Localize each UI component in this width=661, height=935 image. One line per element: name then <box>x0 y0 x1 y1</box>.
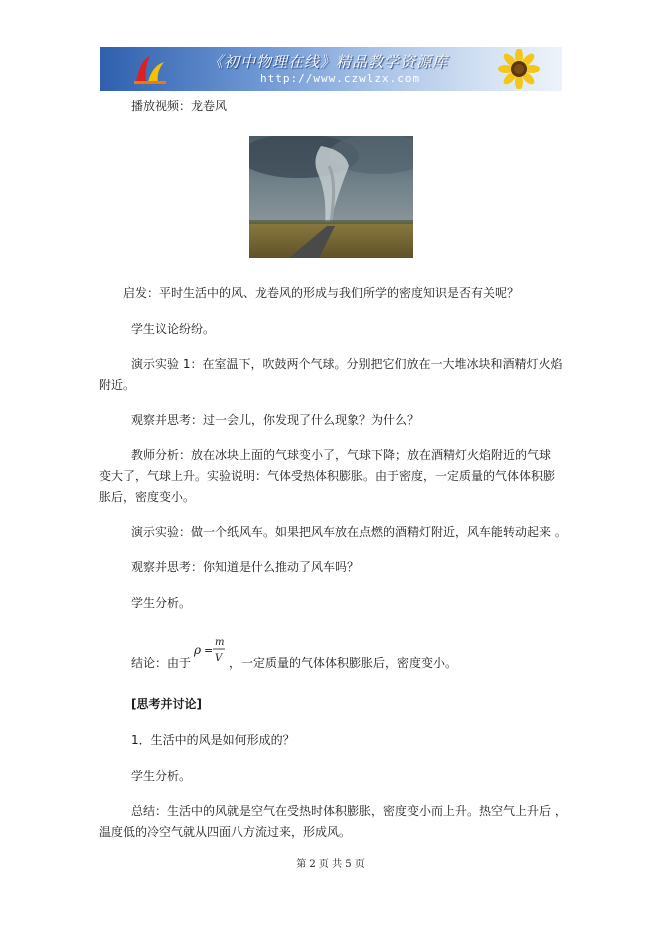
paragraph-exp1-line1: 演示实验 1：在室温下，吹鼓两个气球。分别把它们放在一大堆冰块和酒精灯火焰 <box>131 357 563 371</box>
paragraph-qifa: 启发：平时生活中的风、龙卷风的形成与我们所学的密度知识是否有关呢？ <box>123 286 520 300</box>
paragraph-teacher-line3: 胀后，密度变小。 <box>99 490 196 504</box>
paragraph-summary-line2: 温度低的冷空气就从四面八方流过来，形成风。 <box>99 825 352 839</box>
logo-icon <box>130 52 170 86</box>
sunflower-icon <box>494 49 544 89</box>
header-url: http://www.czwlzx.com <box>260 72 421 85</box>
formula-eq: = <box>204 644 214 657</box>
formula-m: m <box>215 637 225 648</box>
header-banner <box>100 47 562 91</box>
section-title: [思考并讨论] <box>131 697 202 711</box>
tornado-photo <box>249 136 413 258</box>
page-footer: 第 2 页 共 5 页 <box>296 859 365 870</box>
paragraph-observe2: 观察并思考：你知道是什么推动了风车吗？ <box>131 560 360 574</box>
conclusion-suffix: ，一定质量的气体体积膨胀后，密度变小。 <box>229 656 458 670</box>
paragraph-teacher-line1: 教师分析：放在冰块上面的气球变小了，气球下降；放在酒精灯火焰附近的气球 <box>131 448 552 462</box>
header-title: 《初中物理在线》精品教学资源库 <box>208 53 449 71</box>
paragraph-discuss: 学生议论纷纷。 <box>131 322 216 336</box>
question-1: 1．生活中的风是如何形成的？ <box>131 733 295 747</box>
formula-v: V <box>215 653 223 664</box>
formula-rho: ρ <box>194 643 202 657</box>
density-formula <box>192 632 228 668</box>
paragraph-student1: 学生分析。 <box>131 596 192 610</box>
paragraph-student2: 学生分析。 <box>131 769 192 783</box>
paragraph-observe1: 观察并思考：过一会儿，你发现了什么现象？为什么？ <box>131 413 420 427</box>
paragraph-exp2: 演示实验：做一个纸风车。如果把风车放在点燃的酒精灯附近，风车能转动起来 。 <box>131 525 567 539</box>
paragraph-teacher-line2: 变大了，气球上升。实验说明：气体受热体积膨胀。由于密度，一定质量的气体体积膨 <box>99 469 556 483</box>
paragraph-exp1-line2: 附近。 <box>99 378 136 392</box>
conclusion-prefix: 结论：由于 <box>131 656 192 670</box>
video-label: 播放视频：龙卷风 <box>131 99 228 113</box>
paragraph-summary-line1: 总结：生活中的风就是空气在受热时体积膨胀，密度变小而上升。热空气上升后 ， <box>131 804 567 818</box>
